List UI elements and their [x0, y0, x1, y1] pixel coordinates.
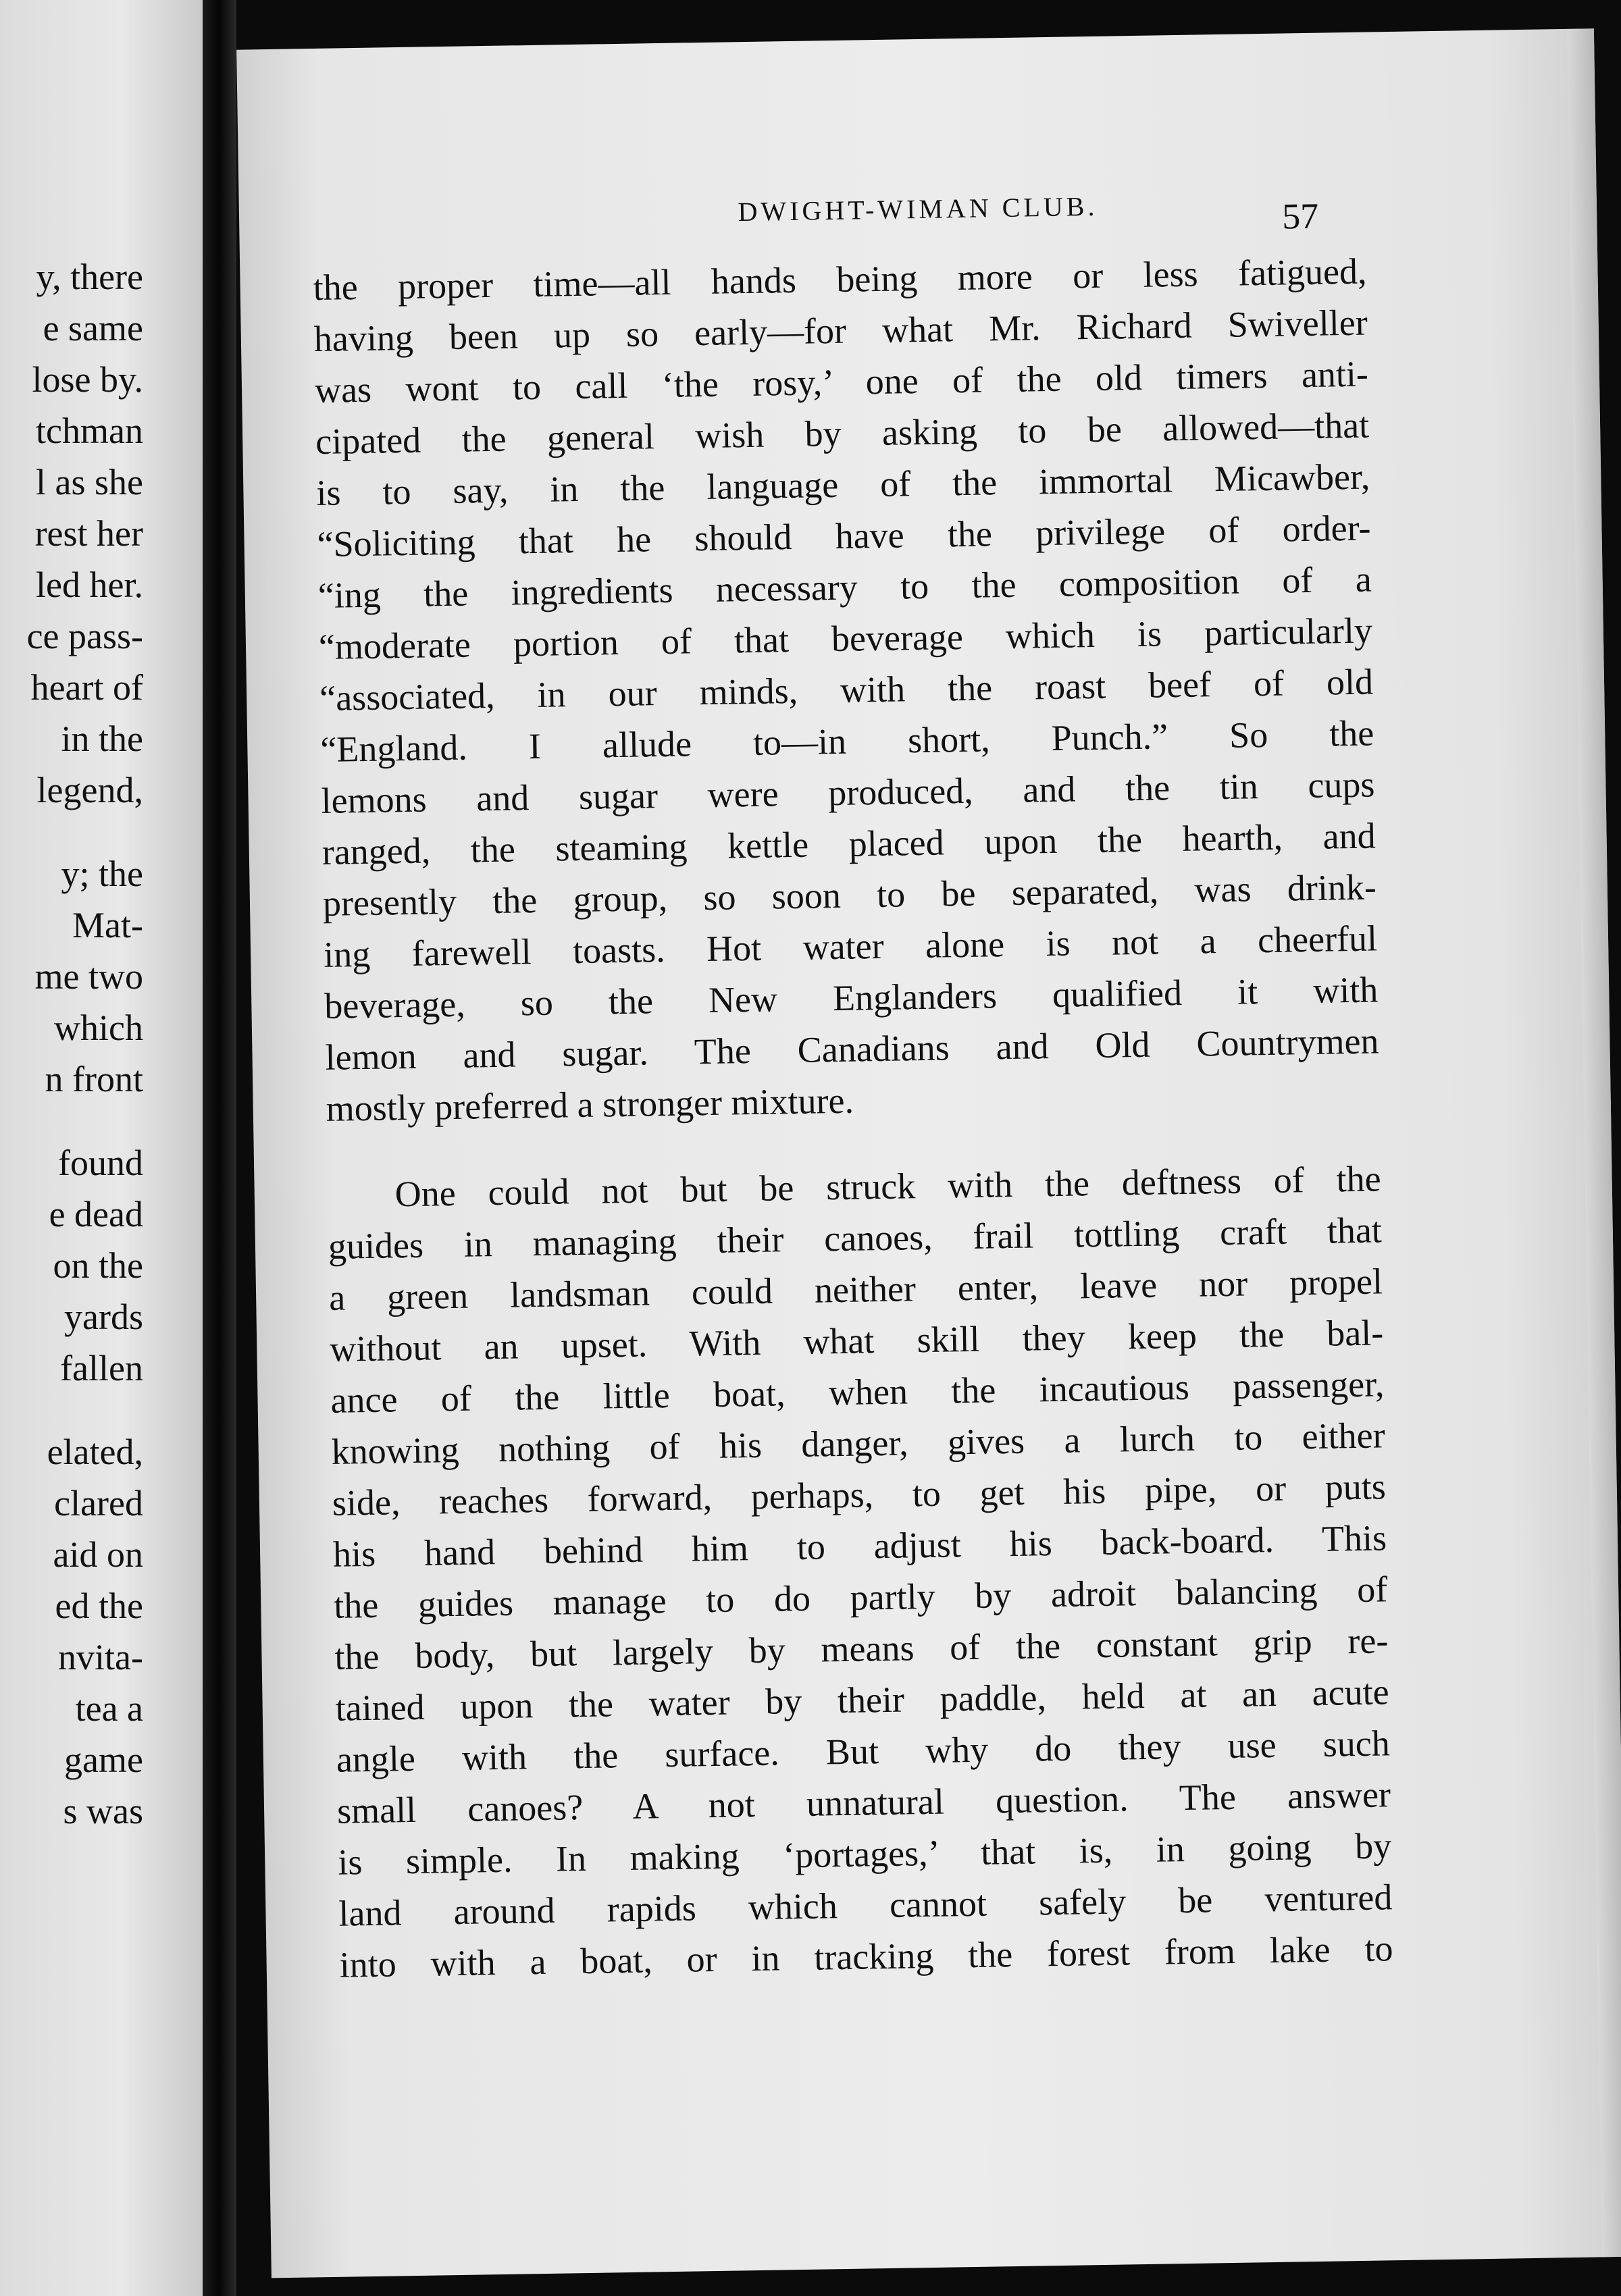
text-line: beverage, so the New Englanders qualified it with: [324, 969, 1379, 1026]
left-line: me two: [34, 956, 143, 997]
text-line: lemons and sugar were produced, and the tin cups: [321, 764, 1375, 821]
text-line: “England. I allude to—in short, Punch.” So the: [319, 712, 1374, 770]
text-line: ing farewell toasts. Hot water alone is not a cheerful: [323, 918, 1378, 975]
text-line: was wont to call ‘the rosy,’ one of the old timers anti-: [314, 353, 1369, 411]
paragraph-1: [313, 246, 1380, 1134]
text-line: One could not but be struck with the deftness of the: [394, 1158, 1382, 1215]
text-line: having been up so early—for what Mr. Richard Swiveller: [313, 302, 1368, 360]
left-line: y, there: [36, 257, 143, 297]
right-page: [236, 28, 1621, 2278]
text-line: tained upon the water by their paddle, held at an acute: [335, 1671, 1389, 1729]
book-gutter: [203, 0, 236, 2296]
left-line: fallen: [60, 1348, 143, 1388]
text-line: angle with the surface. But why do they use such: [336, 1723, 1391, 1780]
text-line: lemon and sugar. The Canadians and Old Countrymen: [325, 1020, 1379, 1078]
left-line: legend,: [36, 770, 143, 810]
text-line: side, reaches forward, perhaps, to get his pipe, or puts: [332, 1466, 1387, 1523]
page-edge: [1567, 28, 1621, 2257]
left-line: heart of: [30, 667, 143, 708]
left-line: e dead: [49, 1194, 143, 1234]
left-line: on the: [53, 1245, 143, 1286]
left-line: clared: [54, 1483, 143, 1523]
left-page-text: [27, 251, 143, 1837]
text-line: “moderate portion of that beverage which is particularly: [318, 610, 1373, 667]
text-line: guides in managing their canoes, frail tottling craft that: [328, 1209, 1383, 1267]
text-line: ance of the little boat, when the incautious passenger,: [330, 1363, 1385, 1421]
left-line: in the: [61, 719, 143, 759]
text-line: the guides manage to do partly by adroit balancing of: [333, 1569, 1388, 1626]
text-line: knowing nothing of his danger, gives a lurch to either: [331, 1415, 1386, 1472]
left-line: tchman: [36, 411, 143, 451]
text-line: “ing the ingredients necessary to the composition of a: [317, 558, 1372, 616]
left-line: rest her: [34, 513, 143, 554]
text-line: into with a boat, or in tracking the forest from lake to: [339, 1928, 1393, 1985]
text-line: small canoes? A not unnatural question. The answer: [336, 1774, 1391, 1831]
text-line: cipated the general wish by asking to be allowed—that: [315, 405, 1370, 463]
paragraph-2: [327, 1153, 1393, 1990]
text-line: the body, but largely by means of the constant grip re-: [334, 1620, 1389, 1677]
text-line: a green landsman could neither enter, leave nor propel: [328, 1261, 1383, 1318]
left-line: which: [54, 1008, 143, 1048]
left-line: s was: [63, 1791, 143, 1831]
text-line: the proper time—all hands being more or less fatigued,: [313, 251, 1367, 309]
text-line: is to say, in the language of the immortal Micawber,: [315, 456, 1370, 514]
left-line: aid on: [53, 1534, 143, 1575]
text-line: is simple. In making ‘portages,’ that is, in going by: [337, 1825, 1392, 1883]
left-line: found: [58, 1143, 143, 1183]
left-line: n front: [45, 1059, 143, 1099]
text-line: “Soliciting that he should have the privilege of order-: [317, 507, 1371, 565]
left-line: tea a: [75, 1688, 143, 1729]
text-line: mostly preferred a stronger mixture.: [326, 1080, 854, 1129]
text-line: ranged, the steaming kettle placed upon the hearth, and: [321, 815, 1376, 872]
left-line: game: [64, 1740, 143, 1780]
left-line: lose by.: [32, 359, 143, 400]
text-line: presently the group, so soon to be separated, was drink-: [322, 866, 1377, 924]
text-line: without an upset. With what skill they keep the bal-: [329, 1312, 1384, 1369]
left-line: elated,: [47, 1432, 143, 1472]
body-text: [313, 246, 1393, 1991]
text-line: land around rapids which cannot safely be ventured: [338, 1877, 1393, 1934]
left-line: ed the: [55, 1586, 143, 1626]
left-line: e same: [43, 308, 143, 348]
left-line: l as she: [36, 462, 143, 502]
left-line: yards: [64, 1297, 143, 1337]
left-line: y; the: [61, 854, 143, 894]
running-head: DWIGHT-WIMAN CLUB.: [738, 190, 1098, 228]
left-facing-page: [0, 0, 203, 2296]
left-line: Mat-: [72, 905, 143, 945]
left-line: led her.: [36, 565, 143, 605]
left-line: ce pass-: [26, 616, 143, 656]
page-number: 57: [1281, 195, 1319, 237]
text-line: “associated, in our minds, with the roast beef of old: [319, 661, 1374, 719]
text-line: his hand behind him to adjust his back-board. This: [332, 1517, 1387, 1575]
left-line: nvita-: [58, 1637, 143, 1677]
